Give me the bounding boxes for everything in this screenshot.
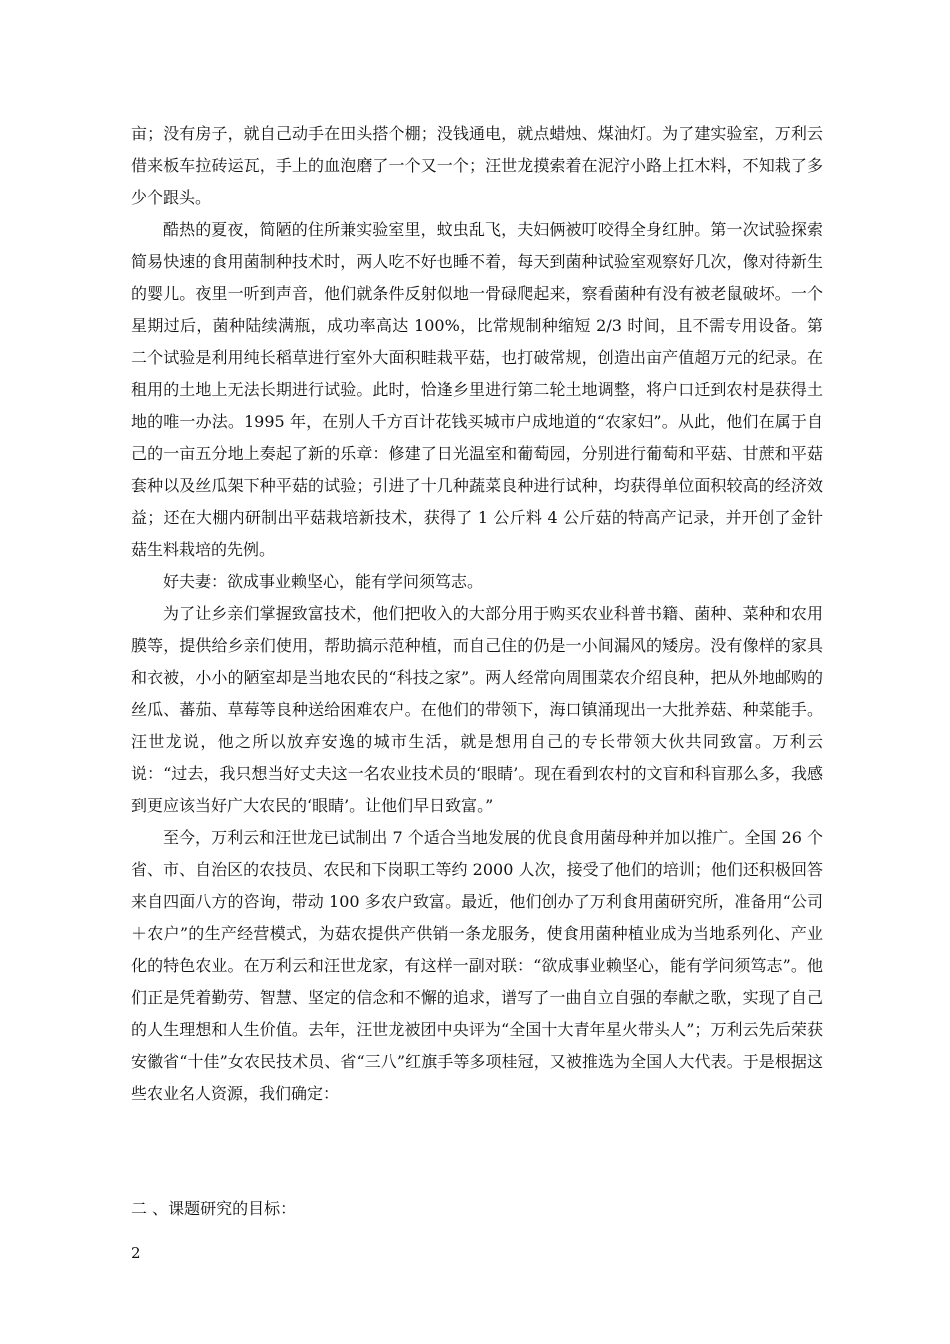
- section-heading: 二 、课题研究的目标：: [131, 1199, 297, 1218]
- body-text: [131, 118, 823, 1110]
- paragraph-good-couple: 好夫妻：欲成事业赖坚心，能有学问须笃志。: [163, 572, 484, 591]
- paragraph-technology-home: 为了让乡亲们掌握致富技术，他们把收入的大部分用于购买农业科普书籍、菌种、菜种和农用膜等，提供给乡亲们使用，帮助搞示范种植，而自己住的仍是一小间漏风的矮房。没有像样的家具和衣被，小小的陋室却是当地农民的“科技之家”。两人经常向周围菜农介绍良种，把从外地邮购的丝瓜、蕃茄、草莓等良种送给困难农户。在他们的带领下，海口镇涌现出一大批养菇、种菜能手。汪世龙说，他之所以放弃安逸的城市生活，就是想用自己的专长带领大伙共同致富。万利云说：“过去，我只想当好丈夫这一名农业技术员的‘眼睛’。现在看到农村的文盲和科盲那么多，我感到更应该当好广大农民的‘眼睛’。让他们早日致富。”: [131, 604, 823, 815]
- page-number: 2: [131, 1244, 141, 1262]
- paragraph-achievements: 至今，万利云和汪世龙已试制出 7 个适合当地发展的优良食用菌母种并加以推广。全国 26 个省、市、自治区的农技员、农民和下岗职工等约 2000 人次，接受了他们的培训；他们还积极回答来自四面八方的咨询，带动 100 多农户致富。最近，他们创办了万利食用菌研究所，准备用“公司＋农户”的生产经营模式，为菇农提供产供销一条龙服务，使食用菌种植业成为当地系列化、产业化的特色农业。在万利云和汪世龙家，有这样一副对联：“欲成事业赖坚心，能有学问须笃志”。他们正是凭着勤劳、智慧、坚定的信念和不懈的追求，谱写了一曲自立自强的奉献之歌，实现了自己的人生理想和人生价值。去年，汪世龙被团中央评为“全国十大青年星火带头人”；万利云先后荣获安徽省“十佳”女农民技术员、省“三八”红旗手等多项桂冠，又被推选为全国人大代表。于是根据这些农业名人资源，我们确定：: [131, 828, 823, 1103]
- paragraph-continuation: 亩；没有房子，就自己动手在田头搭个棚；没钱通电，就点蜡烛、煤油灯。为了建实验室，万利云借来板车拉砖运瓦，手上的血泡磨了一个又一个；汪世龙摸索着在泥泞小路上扛木料，不知栽了多少个跟头。: [131, 124, 823, 207]
- paragraph-experiments: 酷热的夏夜，简陋的住所兼实验室里，蚊虫乱飞，夫妇俩被叮咬得全身红肿。第一次试验探索简易快速的食用菌制种技术时，两人吃不好也睡不着，每天到菌种试验室观察好几次，像对待新生的婴儿。夜里一听到声音，他们就条件反射似地一骨碌爬起来，察看菌种有没有被老鼠破坏。一个星期过后，菌种陆续满瓶，成功率高达 100%，比常规制种缩短 2/3 时间，且不需专用设备。第二个试验是利用纯长稻草进行室外大面积畦栽平菇，也打破常规，创造出亩产值超万元的纪录。在租用的土地上无法长期进行试验。此时，恰逢乡里进行第二轮土地调整，将户口迁到农村是获得土地的唯一办法。1995 年，在别人千方百计花钱买城市户成地道的“农家妇”。从此，他们在属于自己的一亩五分地上奏起了新的乐章：修建了日光温室和葡萄园，分别进行葡萄和平菇、甘蔗和平菇套种以及丝瓜架下种平菇的试验；引进了十几种蔬菜良种进行试种，均获得单位面积较高的经济效益；还在大棚内研制出平菇栽培新技术，获得了 1 公斤料 4 公斤菇的特高产记录，并开创了金针菇生料栽培的先例。: [131, 220, 823, 559]
